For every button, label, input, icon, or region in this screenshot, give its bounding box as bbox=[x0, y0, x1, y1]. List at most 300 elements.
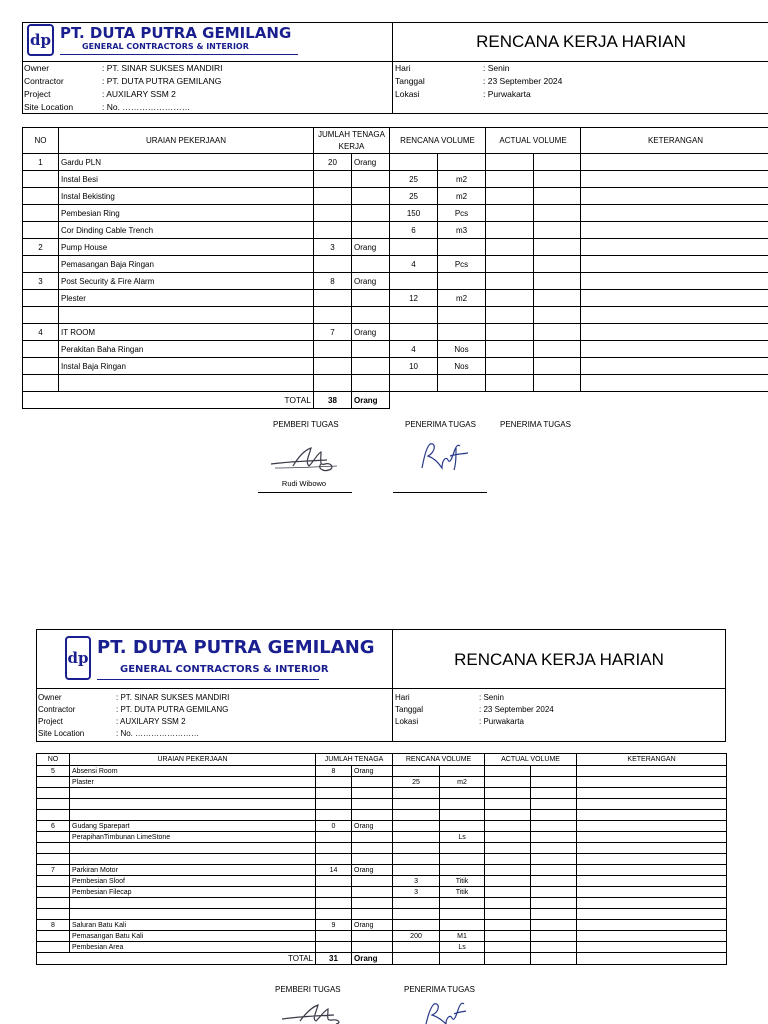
row-worker-count: 8 bbox=[316, 766, 352, 777]
row-description: Pembesian Sloof bbox=[70, 876, 316, 887]
row-actual-unit bbox=[531, 876, 577, 887]
row-keterangan bbox=[577, 766, 727, 777]
row-actual-unit bbox=[534, 239, 581, 256]
row-number bbox=[37, 777, 70, 788]
table-row bbox=[23, 358, 768, 375]
row-worker-count bbox=[316, 942, 352, 953]
row-plan-unit bbox=[440, 920, 485, 931]
row-worker-count bbox=[314, 341, 352, 358]
col-rencana: RENCANA VOLUME bbox=[393, 754, 485, 766]
sheet2-info-left: Owner : PT. SINAR SUKSES MANDIRI Contractor : PT. DUTA PUTRA GEMILANG Project : AUXILARY SSM 2 Site Location : No. …………………… bbox=[38, 693, 230, 738]
row-worker-unit bbox=[352, 854, 393, 865]
row-actual-volume bbox=[486, 205, 534, 222]
row-actual-volume bbox=[485, 843, 531, 854]
row-keterangan bbox=[577, 865, 727, 876]
row-keterangan bbox=[581, 290, 768, 307]
row-worker-count: 20 bbox=[314, 154, 352, 171]
row-number bbox=[23, 358, 59, 375]
row-actual-unit bbox=[531, 832, 577, 843]
row-actual-unit bbox=[534, 222, 581, 239]
row-worker-count bbox=[316, 854, 352, 865]
row-worker-count bbox=[316, 810, 352, 821]
sheet2-sign-receiver1-label: PENERIMA TUGAS bbox=[404, 985, 475, 994]
table-row bbox=[37, 942, 727, 953]
row-keterangan bbox=[577, 898, 727, 909]
row-plan-volume bbox=[393, 854, 440, 865]
row-keterangan bbox=[577, 876, 727, 887]
table-row bbox=[37, 766, 727, 777]
row-worker-unit bbox=[352, 205, 390, 222]
row-actual-volume bbox=[485, 832, 531, 843]
row-worker-unit: Orang bbox=[352, 154, 390, 171]
row-worker-unit: Orang bbox=[352, 273, 390, 290]
col-jumlah: JUMLAH TENAGA KERJA bbox=[314, 128, 390, 154]
row-plan-volume bbox=[393, 821, 440, 832]
row-description: Pembesian Filecap bbox=[70, 887, 316, 898]
row-worker-count: 8 bbox=[314, 273, 352, 290]
row-plan-unit: Titik bbox=[440, 876, 485, 887]
row-actual-volume bbox=[486, 358, 534, 375]
company-monogram-icon: dp bbox=[65, 636, 91, 680]
row-number: 3 bbox=[23, 273, 59, 290]
row-actual-unit bbox=[531, 931, 577, 942]
row-description bbox=[70, 788, 316, 799]
sheet2-document-title: RENCANA KERJA HARIAN bbox=[454, 650, 664, 669]
table-row bbox=[37, 931, 727, 942]
row-worker-count bbox=[314, 358, 352, 375]
row-description: Gudang Sparepart bbox=[70, 821, 316, 832]
sheet1-document-title: RENCANA KERJA HARIAN bbox=[476, 32, 686, 51]
row-actual-unit bbox=[531, 788, 577, 799]
row-keterangan bbox=[577, 832, 727, 843]
row-plan-volume bbox=[393, 832, 440, 843]
row-worker-count bbox=[316, 843, 352, 854]
row-keterangan bbox=[577, 887, 727, 898]
sheet1-receiver-sign-line bbox=[393, 492, 487, 493]
row-keterangan bbox=[577, 843, 727, 854]
row-worker-count bbox=[316, 876, 352, 887]
row-plan-volume bbox=[393, 898, 440, 909]
row-keterangan bbox=[577, 909, 727, 920]
table-row bbox=[23, 324, 768, 341]
row-plan-volume: 12 bbox=[390, 290, 438, 307]
row-worker-unit bbox=[352, 188, 390, 205]
row-description: Pump House bbox=[59, 239, 314, 256]
row-worker-unit bbox=[352, 876, 393, 887]
row-plan-volume bbox=[393, 843, 440, 854]
row-actual-unit bbox=[531, 810, 577, 821]
row-plan-volume: 25 bbox=[390, 171, 438, 188]
table-row bbox=[23, 154, 768, 171]
row-number: 1 bbox=[23, 154, 59, 171]
row-worker-count bbox=[316, 832, 352, 843]
row-actual-unit bbox=[534, 307, 581, 324]
row-actual-unit bbox=[531, 821, 577, 832]
col-keterangan: KETERANGAN bbox=[581, 128, 768, 154]
row-actual-unit bbox=[534, 341, 581, 358]
sheet2-company-logo bbox=[65, 636, 375, 680]
row-number bbox=[37, 876, 70, 887]
row-keterangan bbox=[581, 171, 768, 188]
row-keterangan bbox=[577, 799, 727, 810]
sheet1-receiver-signature bbox=[412, 438, 472, 474]
row-keterangan bbox=[581, 256, 768, 273]
row-number: 4 bbox=[23, 324, 59, 341]
row-worker-unit bbox=[352, 799, 393, 810]
col-keterangan: KETERANGAN bbox=[577, 754, 727, 766]
row-plan-volume bbox=[390, 375, 438, 392]
row-plan-unit bbox=[440, 909, 485, 920]
row-description bbox=[70, 909, 316, 920]
row-actual-unit bbox=[531, 942, 577, 953]
row-worker-unit: Orang bbox=[352, 239, 390, 256]
row-plan-unit: Ls bbox=[440, 942, 485, 953]
row-keterangan bbox=[577, 810, 727, 821]
table-row bbox=[23, 341, 768, 358]
row-actual-volume bbox=[486, 239, 534, 256]
row-worker-count: 14 bbox=[316, 865, 352, 876]
row-description: PerapihanTimbunan LimeStone bbox=[70, 832, 316, 843]
row-actual-volume bbox=[486, 154, 534, 171]
row-description: Instal Besi bbox=[59, 171, 314, 188]
company-name: PT. DUTA PUTRA GEMILANG bbox=[97, 636, 375, 658]
sheet2-receiver-signature bbox=[418, 1000, 468, 1024]
row-actual-volume bbox=[485, 777, 531, 788]
row-plan-volume bbox=[390, 154, 438, 171]
sheet1-sign-giver-label: PEMBERI TUGAS bbox=[273, 420, 339, 429]
row-number bbox=[37, 854, 70, 865]
row-actual-unit bbox=[534, 256, 581, 273]
row-worker-count bbox=[314, 375, 352, 392]
col-actual: ACTUAL VOLUME bbox=[485, 754, 577, 766]
sheet1-sign-receiver2-label: PENERIMA TUGAS bbox=[500, 420, 571, 429]
row-worker-count: 7 bbox=[314, 324, 352, 341]
row-actual-volume bbox=[485, 931, 531, 942]
total-row bbox=[37, 953, 727, 965]
row-plan-unit bbox=[440, 810, 485, 821]
row-worker-unit bbox=[352, 832, 393, 843]
table-row bbox=[37, 843, 727, 854]
total-qty: 38 bbox=[314, 392, 352, 409]
row-worker-unit bbox=[352, 777, 393, 788]
row-actual-volume bbox=[485, 788, 531, 799]
row-worker-count bbox=[314, 171, 352, 188]
row-actual-volume bbox=[486, 307, 534, 324]
row-actual-volume bbox=[485, 821, 531, 832]
row-worker-count: 9 bbox=[316, 920, 352, 931]
table-row bbox=[23, 188, 768, 205]
table-row bbox=[37, 887, 727, 898]
col-no: NO bbox=[23, 128, 59, 154]
row-actual-volume bbox=[486, 341, 534, 358]
row-actual-volume bbox=[485, 810, 531, 821]
row-description bbox=[70, 799, 316, 810]
row-number bbox=[23, 256, 59, 273]
table-row bbox=[37, 865, 727, 876]
row-actual-volume bbox=[486, 324, 534, 341]
table-row bbox=[23, 307, 768, 324]
total-label: TOTAL bbox=[23, 392, 314, 409]
row-plan-volume: 3 bbox=[393, 887, 440, 898]
row-actual-unit bbox=[534, 358, 581, 375]
row-worker-unit bbox=[352, 307, 390, 324]
row-actual-volume bbox=[486, 256, 534, 273]
row-worker-unit: Orang bbox=[352, 920, 393, 931]
row-plan-unit bbox=[438, 375, 486, 392]
row-actual-unit bbox=[531, 898, 577, 909]
row-worker-count bbox=[314, 222, 352, 239]
sheet1-giver-name: Rudi Wibowo bbox=[281, 479, 327, 488]
row-description: Saluran Batu Kali bbox=[70, 920, 316, 931]
company-subtitle: GENERAL CONTRACTORS & INTERIOR bbox=[82, 42, 249, 51]
row-worker-unit: Orang bbox=[352, 766, 393, 777]
row-description: Plester bbox=[59, 290, 314, 307]
row-plan-unit bbox=[440, 843, 485, 854]
row-plan-unit bbox=[438, 154, 486, 171]
row-number: 8 bbox=[37, 920, 70, 931]
row-description: IT ROOM bbox=[59, 324, 314, 341]
row-worker-unit bbox=[352, 358, 390, 375]
row-actual-unit bbox=[534, 375, 581, 392]
row-keterangan bbox=[581, 154, 768, 171]
table-row bbox=[23, 171, 768, 188]
row-actual-volume bbox=[486, 375, 534, 392]
row-actual-unit bbox=[534, 324, 581, 341]
row-plan-unit: m3 bbox=[438, 222, 486, 239]
row-number bbox=[23, 222, 59, 239]
row-description: Perakitan Baha Ringan bbox=[59, 341, 314, 358]
row-plan-unit bbox=[440, 865, 485, 876]
table-row bbox=[23, 205, 768, 222]
row-plan-unit: Nos bbox=[438, 358, 486, 375]
row-description bbox=[70, 854, 316, 865]
row-plan-volume: 4 bbox=[390, 256, 438, 273]
row-worker-unit bbox=[352, 222, 390, 239]
sheet2-info-right: Hari : Senin Tanggal : 23 September 2024 Lokasi : Purwakarta bbox=[395, 693, 554, 726]
row-plan-volume bbox=[393, 865, 440, 876]
row-worker-unit bbox=[352, 341, 390, 358]
row-plan-unit bbox=[440, 788, 485, 799]
sheet1-info-right: Hari : Senin Tanggal : 23 September 2024 Lokasi : Purwakarta bbox=[395, 63, 563, 99]
row-plan-volume: 150 bbox=[390, 205, 438, 222]
row-plan-unit bbox=[440, 854, 485, 865]
row-number bbox=[37, 788, 70, 799]
table-row bbox=[37, 909, 727, 920]
row-plan-volume: 25 bbox=[390, 188, 438, 205]
row-description bbox=[70, 843, 316, 854]
row-worker-count: 3 bbox=[314, 239, 352, 256]
row-number bbox=[37, 909, 70, 920]
total-qty: 31 bbox=[316, 953, 352, 965]
table-row bbox=[37, 810, 727, 821]
row-plan-volume bbox=[390, 307, 438, 324]
row-worker-unit bbox=[352, 909, 393, 920]
row-actual-unit bbox=[531, 920, 577, 931]
row-worker-count bbox=[316, 909, 352, 920]
row-plan-volume bbox=[393, 942, 440, 953]
sheet2-sign-giver-label: PEMBERI TUGAS bbox=[275, 985, 341, 994]
row-actual-volume bbox=[485, 766, 531, 777]
company-name: PT. DUTA PUTRA GEMILANG bbox=[60, 24, 292, 42]
row-plan-unit: Titik bbox=[440, 887, 485, 898]
row-actual-unit bbox=[531, 843, 577, 854]
row-plan-volume bbox=[390, 239, 438, 256]
table-row bbox=[37, 788, 727, 799]
row-worker-unit bbox=[352, 898, 393, 909]
col-uraian: URAIAN PEKERJAAN bbox=[59, 128, 314, 154]
row-keterangan bbox=[581, 188, 768, 205]
row-worker-count bbox=[316, 799, 352, 810]
row-keterangan bbox=[581, 341, 768, 358]
table-row bbox=[23, 273, 768, 290]
row-actual-volume bbox=[485, 898, 531, 909]
row-worker-count bbox=[316, 898, 352, 909]
row-number bbox=[37, 832, 70, 843]
col-uraian: URAIAN PEKERJAAN bbox=[70, 754, 316, 766]
row-actual-volume bbox=[485, 876, 531, 887]
row-worker-unit bbox=[352, 256, 390, 273]
row-plan-volume bbox=[393, 766, 440, 777]
row-plan-unit: Pcs bbox=[438, 256, 486, 273]
col-no: NO bbox=[37, 754, 70, 766]
row-actual-volume bbox=[485, 920, 531, 931]
row-description: Instal Baja Ringan bbox=[59, 358, 314, 375]
row-worker-unit bbox=[352, 843, 393, 854]
row-worker-unit bbox=[352, 788, 393, 799]
row-number bbox=[23, 188, 59, 205]
row-number bbox=[37, 799, 70, 810]
total-label: TOTAL bbox=[37, 953, 316, 965]
row-worker-unit bbox=[352, 375, 390, 392]
row-plan-volume bbox=[393, 788, 440, 799]
row-plan-unit bbox=[440, 821, 485, 832]
row-number: 6 bbox=[37, 821, 70, 832]
row-actual-unit bbox=[531, 777, 577, 788]
row-worker-count bbox=[314, 205, 352, 222]
row-worker-count bbox=[314, 290, 352, 307]
total-row bbox=[23, 392, 768, 409]
row-plan-volume: 200 bbox=[393, 931, 440, 942]
row-description bbox=[70, 810, 316, 821]
row-plan-volume bbox=[393, 810, 440, 821]
sheet2-work-table bbox=[36, 753, 727, 965]
col-rencana: RENCANA VOLUME bbox=[390, 128, 486, 154]
row-keterangan bbox=[581, 273, 768, 290]
row-worker-unit bbox=[352, 810, 393, 821]
row-keterangan bbox=[577, 777, 727, 788]
row-worker-unit bbox=[352, 942, 393, 953]
table-row bbox=[37, 920, 727, 931]
row-number bbox=[23, 375, 59, 392]
row-plan-unit: m2 bbox=[438, 188, 486, 205]
table-row bbox=[23, 290, 768, 307]
table-row bbox=[23, 239, 768, 256]
row-description: Absensi Room bbox=[70, 766, 316, 777]
row-plan-volume: 25 bbox=[393, 777, 440, 788]
table-row bbox=[23, 222, 768, 239]
row-actual-unit bbox=[531, 799, 577, 810]
row-actual-volume bbox=[485, 887, 531, 898]
row-plan-volume bbox=[390, 273, 438, 290]
row-actual-volume bbox=[485, 799, 531, 810]
row-actual-unit bbox=[531, 865, 577, 876]
row-actual-unit bbox=[534, 171, 581, 188]
row-number bbox=[37, 887, 70, 898]
table-row bbox=[37, 777, 727, 788]
row-plan-unit: M1 bbox=[440, 931, 485, 942]
table-row bbox=[37, 854, 727, 865]
row-plan-unit: Pcs bbox=[438, 205, 486, 222]
row-actual-volume bbox=[486, 222, 534, 239]
row-actual-unit bbox=[534, 273, 581, 290]
sheet1-company-logo bbox=[27, 24, 298, 56]
row-actual-unit bbox=[534, 290, 581, 307]
row-actual-unit bbox=[534, 205, 581, 222]
row-number: 7 bbox=[37, 865, 70, 876]
row-description: Post Security & Fire Alarm bbox=[59, 273, 314, 290]
row-keterangan bbox=[581, 324, 768, 341]
row-description: Plaster bbox=[70, 777, 316, 788]
row-worker-unit bbox=[352, 171, 390, 188]
row-actual-volume bbox=[485, 865, 531, 876]
row-number bbox=[23, 307, 59, 324]
row-number bbox=[23, 290, 59, 307]
row-actual-volume bbox=[486, 273, 534, 290]
row-worker-unit: Orang bbox=[352, 865, 393, 876]
row-actual-volume bbox=[486, 171, 534, 188]
row-plan-volume: 10 bbox=[390, 358, 438, 375]
row-worker-unit: Orang bbox=[352, 821, 393, 832]
row-description: Cor Dinding Cable Trench bbox=[59, 222, 314, 239]
table-row bbox=[37, 832, 727, 843]
total-unit: Orang bbox=[352, 392, 390, 409]
row-number bbox=[23, 341, 59, 358]
row-number bbox=[37, 942, 70, 953]
row-description: Pembesian Ring bbox=[59, 205, 314, 222]
row-keterangan bbox=[577, 931, 727, 942]
row-number bbox=[37, 931, 70, 942]
row-plan-unit bbox=[438, 324, 486, 341]
row-worker-unit bbox=[352, 931, 393, 942]
row-actual-unit bbox=[531, 887, 577, 898]
row-keterangan bbox=[581, 375, 768, 392]
row-description: Pemasangan Baja Ringan bbox=[59, 256, 314, 273]
row-description bbox=[59, 307, 314, 324]
row-worker-unit bbox=[352, 290, 390, 307]
row-description bbox=[70, 898, 316, 909]
row-plan-volume: 6 bbox=[390, 222, 438, 239]
row-plan-unit bbox=[440, 799, 485, 810]
row-worker-count: 0 bbox=[316, 821, 352, 832]
row-keterangan bbox=[577, 821, 727, 832]
sheet1-giver-sign-line bbox=[258, 492, 352, 493]
row-plan-volume bbox=[393, 799, 440, 810]
row-keterangan bbox=[581, 358, 768, 375]
sheet2-giver-signature bbox=[278, 1003, 348, 1024]
row-plan-unit bbox=[438, 307, 486, 324]
row-plan-volume: 3 bbox=[393, 876, 440, 887]
row-description: Parkiran Motor bbox=[70, 865, 316, 876]
row-number bbox=[23, 171, 59, 188]
row-keterangan bbox=[581, 222, 768, 239]
row-keterangan bbox=[577, 788, 727, 799]
col-jumlah: JUMLAH TENAGA bbox=[316, 754, 393, 766]
total-unit: Orang bbox=[352, 953, 393, 965]
row-number: 2 bbox=[23, 239, 59, 256]
row-description: Pembesian Area bbox=[70, 942, 316, 953]
row-plan-volume bbox=[393, 920, 440, 931]
table-row bbox=[37, 821, 727, 832]
